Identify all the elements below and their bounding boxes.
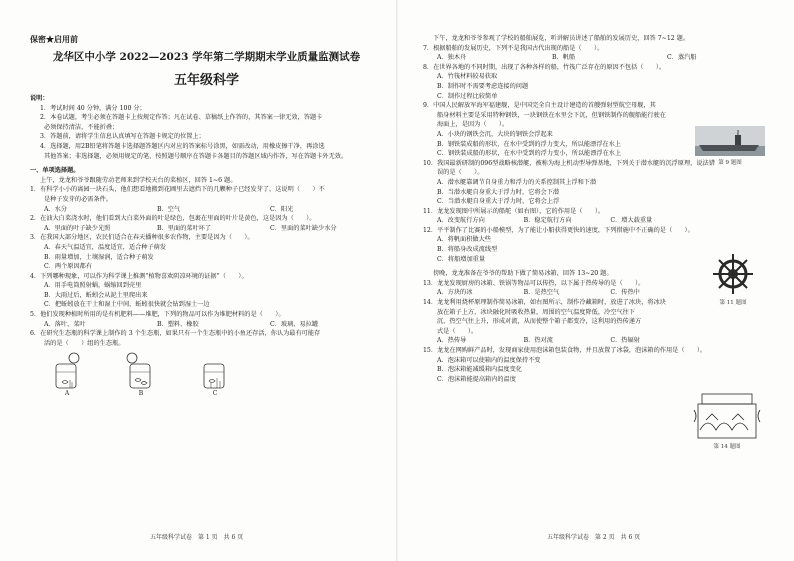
eco-bottle-c: C <box>198 352 232 397</box>
question-14-cont: 沉、热空气往上升，形成对流，从而使整个箱子都变冷，这利用的热传递方 <box>437 318 642 326</box>
question-13-options <box>423 288 697 298</box>
option: A．热传导 <box>437 337 467 345</box>
option: A．春天气温适宜，温度适宜，适合种子萌发 <box>44 243 167 251</box>
question-6-cont: 活的是（ ）组的生态瓶。 <box>44 339 125 347</box>
subject-title: 五年级科学 <box>173 73 239 88</box>
cooler-box-icon <box>692 390 762 440</box>
question-7-options <box>423 53 782 63</box>
option: A．里面的叶子缺少光照 <box>44 224 111 232</box>
option: C．制作过程比较简单 <box>437 92 498 100</box>
question-10-cont: 误的是（ ）。 <box>437 169 484 177</box>
option: A．改变航行方向 <box>437 217 485 225</box>
figure-caption: 第 11 题图 <box>719 300 747 306</box>
question-1-options <box>30 205 383 215</box>
instruction-line: 2．本卷试题，考生必须在答题卡上按规定作答；凡在试卷、草稿纸上作答的，其答案一律无效，答题卡 <box>40 114 323 122</box>
option: A．水分 <box>44 205 68 213</box>
eco-bottle-b: B <box>124 352 158 397</box>
option: C．蒸汽船 <box>667 54 697 62</box>
eco-bottle-a: A <box>50 352 84 397</box>
question-1-cont: 是种子发芽的必需条件。 <box>44 195 113 203</box>
question-9-cont: 海面上，是因为（ ）。 <box>437 121 509 129</box>
option: A．泡沫箱可以使箱内的温度保持不变 <box>437 356 541 364</box>
instruction-line: 必须保持清洁，不能折叠； <box>44 123 119 131</box>
option: B．热对流 <box>523 337 553 345</box>
option: C．里面的菜叶缺少水分 <box>270 224 337 232</box>
option: A．落叶、菜叶 <box>44 320 86 328</box>
option: B．当潜水艇自身重大于浮力时，它将会下潜 <box>437 188 560 196</box>
eco-bottle-figures <box>30 352 383 397</box>
carrier-figure <box>695 126 765 166</box>
option: B．钢铁装成船的形状，在水中受到的浮力变大，所以能漂浮在水上 <box>437 140 621 148</box>
question-9: 9．中国人民解放军海军福建舰，是中国完全自主设计建造的首艘弹射型航空母舰，其 <box>423 102 656 110</box>
option: C．热辐射 <box>610 337 640 345</box>
option: C．传热中 <box>610 289 640 297</box>
option: B．制作时不需要考虑连接的问题 <box>437 82 529 90</box>
option: A．用手电筒照射蜗，蜗缩回到壳里 <box>44 282 142 290</box>
scenario-intro: 上午，龙龙和爷爷跟随劳动老师来到学校天台的菜植区，回答 1~6 题。 <box>40 176 237 184</box>
question-11: 11．龙龙发现图中所展示的船舵（如右图），它的作用是（ ）。 <box>423 207 605 215</box>
option: B．里面的菜叶坏了 <box>157 224 212 232</box>
option: B．空气 <box>157 205 181 213</box>
option: A．潜水艇靠调节自身重力和浮力的关系控制其上浮和下潜 <box>437 178 597 186</box>
option: C．将船增加重量 <box>437 255 486 263</box>
aircraft-carrier-icon <box>695 126 765 156</box>
question-4: 4．下列哪种现象，可以作为科学课上推测“植物喜欢阴凉环境的证据”（ ）。 <box>30 272 248 280</box>
option: C．玻璃、易拉罐 <box>270 320 319 328</box>
option: B．雨量增加，土壤湿润，适合种子萌发 <box>44 253 154 261</box>
rudder-figure <box>705 252 761 306</box>
question-3: 3．在我国大部分地区，农民们适合在春天播种很多农作物，主要是因为（ ）。 <box>30 234 254 242</box>
question-7: 7．根据船舶的发展历史，下列不是我国古代出现的船是（ ）。 <box>423 44 604 52</box>
question-11-options <box>423 216 697 226</box>
question-12: 12．平平制作了比赛的小船模型，为了能让小船获得更快的速度，下列措施中不正确的是（ ）。 <box>423 226 694 234</box>
question-2-options <box>30 224 383 234</box>
option: C．阳光 <box>270 205 294 213</box>
option: B．大雨过后，蚯蚓会从泥土里爬出来 <box>44 291 148 299</box>
instruction-line: 3．答题前，请将学生信息认真填写在答题卡规定的位置上； <box>40 133 205 141</box>
option: B．是热空气 <box>523 289 560 297</box>
question-14-cont: 放在箱子上方，冰块融化时吸收热量，周围的空气温度降低，冷空气往下 <box>437 308 635 316</box>
question-14-options <box>423 336 697 346</box>
option: C．当潜水艇自身重大于浮力时，它将会上浮 <box>437 198 560 206</box>
exam-title: 龙华区中小学 2022—2023 学年第二学期期末学业质量监测试卷 <box>52 51 361 63</box>
question-14-cont: 式是（ ）。 <box>437 327 478 335</box>
instruction-line: 其他答案；非选择题，必须用规定的笔，按照题号顺序在答题卡各题目的答题区域内作答，写在答题卡外无效。 <box>44 152 348 160</box>
figure-caption: 第 14 题图 <box>713 444 741 450</box>
question-13: 13．龙龙发现厨房的冰箱、铁锅等物品可以传热，以下属于热传导的是（ ）。 <box>423 279 645 287</box>
question-9-cont: 船身材料主要是采用特种钢铁，一块钢铁在水里会下沉，但钢铁制作的舰船能行驶在 <box>437 111 666 119</box>
cooler-figure <box>689 390 765 450</box>
question-6: 6．在研究生态瓶的科学课上制作的 3 个生态瓶，如果只有一个生态瓶中的小鱼还存活，你认为最有可能存 <box>30 330 321 338</box>
question-1: 1．有科学小小的离园一块石头，他们想看地搬到花圃里去遮挡下的几颗种子已经发芽了，这说明（ ）不 <box>30 186 325 194</box>
option: A．竹筏材料较易获取 <box>437 73 498 81</box>
section-heading: 一、单项选择题。 <box>30 167 80 175</box>
instruction-line: 1．考试时间 40 分钟，满分 100 分； <box>40 104 146 112</box>
page-footer: 五年级科学试卷 第 2 页 共 6 页 <box>547 534 641 541</box>
option: C．两个原因都有 <box>44 263 93 271</box>
option: B．将船身改成流线型 <box>437 246 498 254</box>
jar-icon <box>124 352 158 390</box>
question-15: 15．龙龙在网购鲜产品时，发现商家使用泡沫箱包装食物，并且放置了冰袋，泡沫箱的作用是（ ）。 <box>423 347 707 354</box>
question-10: 10．我国最新研制的096型战略核潜艇，被称为海上机动型导弹基地，下列关于潜水艇的沉浮原理，说法错 <box>423 159 715 167</box>
option: C．钢铁装成船的形状，在水中受到的浮力变小，所以能漂浮在水上 <box>437 150 622 158</box>
question-5-options <box>30 320 383 330</box>
option: A．将帆面积做大些 <box>437 236 491 244</box>
page-footer: 五年级科学试卷 第 1 页 共 6 页 <box>150 534 244 541</box>
option: B．稳定航行方向 <box>523 217 572 225</box>
ship-wheel-icon <box>711 252 755 296</box>
question-5: 5．他们发现种植时所用的是有机肥料——堆肥，下列的物品可以作为堆肥材料的是（ ）。 <box>30 311 285 319</box>
instruction-line: 4．选择题，用2B铅笔将答题卡选择题答题区内对应的答案标号涂黑，如需改动，用橡皮擦干净，再涂选 <box>40 142 325 150</box>
option: C．把蚯蚓放在干土和湿土中间，蚯蚓很快就会钻到湿土一边 <box>44 301 210 309</box>
figure-caption: 第 9 题图 <box>718 160 742 166</box>
scenario-intro: 下午，龙龙和爷爷参观了学校的船舶展览，听讲解员讲述了船舶的发展历史，回答 7~12 题。 <box>433 35 690 42</box>
option: A．方块的冰 <box>437 289 473 297</box>
exam-page-right <box>397 0 794 561</box>
question-14: 14．龙龙利用烧杯原理制作简易冰箱，如右图所示，制作冷藏箱时，放进了冰块，将冰块 <box>423 299 666 307</box>
option: C．泡沫箱能提高箱内的温度 <box>437 375 516 383</box>
option: B．帆船 <box>552 54 576 62</box>
instructions-heading: 说明： <box>30 95 49 102</box>
scenario-intro: 傍晚，龙龙准备在爷爷的帮助下做了简易冰箱，回答 13~20 题。 <box>433 270 613 278</box>
option: A．小块的钢铁会沉，大块的钢铁会浮起来 <box>437 130 553 138</box>
question-2: 2．在油大白菜浇水时，他们看到大白菜外面的叶是绿色，包裹在里面的叶片是黄色，这是因为（ ）。 <box>30 215 316 223</box>
option: A．独木舟 <box>437 54 467 62</box>
jar-icon <box>198 352 232 390</box>
option: C．增大载重量 <box>610 217 653 225</box>
jar-icon <box>50 352 84 390</box>
option: B．泡沫箱能减缓箱内温度变化 <box>437 366 522 374</box>
confidential-label: 保密★启用前 <box>30 34 78 44</box>
option: B．塑料、橡胶 <box>157 320 199 328</box>
question-8: 8．在世界各地的不同时期，出现了各种各样的船，竹筏广泛存在的原因不包括（ ）。 <box>423 63 666 71</box>
